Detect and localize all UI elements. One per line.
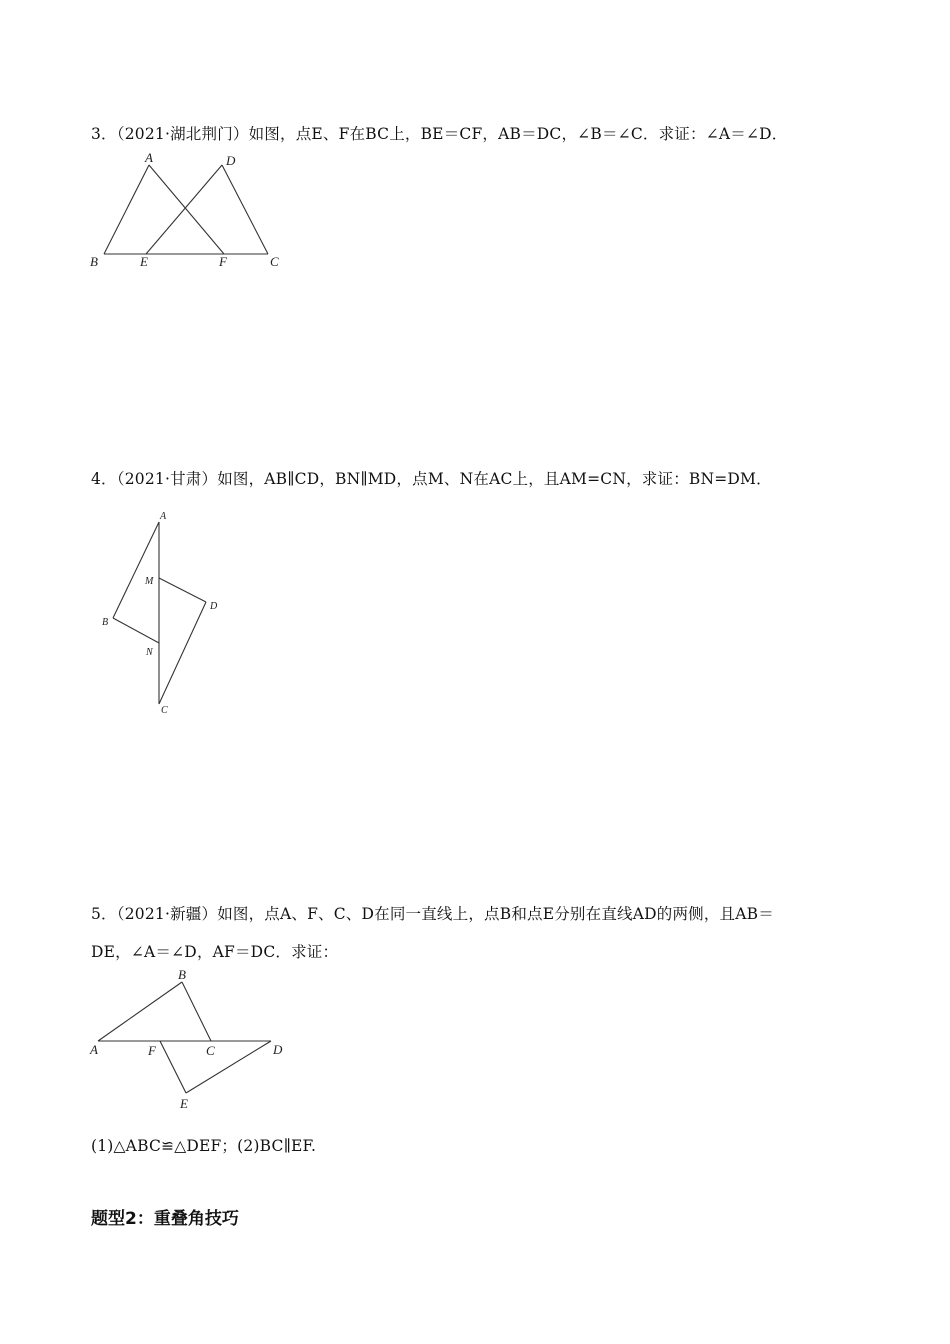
fig5-label-a: A [90,1042,98,1057]
figure-3 [104,165,268,254]
segment-md [159,578,206,602]
segment-af [149,165,224,254]
fig5-label-f: F [148,1043,156,1058]
fig5-label-e: E [180,1096,188,1111]
segment-bn [113,618,159,643]
fig5-label-c: C [206,1043,215,1058]
fig3-label-b: B [90,254,98,269]
segment-fe [160,1041,186,1093]
fig5-label-d: D [273,1042,283,1057]
fig4-label-c: C [161,705,168,716]
segment-ed [186,1041,271,1093]
problem-3-text: （2021·湖北荆门）如图，点E、F在BC上，BE＝CF，AB＝DC，∠B＝∠C．求证：∠A＝∠D． [116,125,788,143]
section-heading: 题型2：重叠角技巧 [91,1209,239,1229]
segment-ba [104,165,149,254]
fig4-label-m: M [145,576,154,587]
fig3-label-e: E [140,254,148,269]
segment-dc [159,602,206,704]
segment-ab [98,982,182,1041]
problem-4-statement [91,467,772,489]
segment-ab [113,522,159,618]
fig4-label-d: D [210,601,218,612]
segment-dc [222,165,268,254]
problem-5-subquestions: (1)△ABC≌△DEF；(2)BC∥EF. [91,1137,317,1155]
fig3-label-d: D [226,153,236,168]
figure-5 [98,982,271,1093]
problem-5-text-line1: （2021·新疆）如图，点A、F、C、D在同一直线上，点B和点E分别在直线AD的两侧，且AB＝ [116,905,774,923]
segment-bc [182,982,211,1041]
fig4-label-n: N [146,647,153,658]
figure-4 [113,522,206,704]
problem-3-number: 3． [91,125,117,143]
fig3-label-c: C [270,254,279,269]
fig3-label-a: A [145,150,153,165]
problem-5-number: 5． [91,905,117,923]
segment-ed [146,165,222,254]
fig3-label-f: F [219,254,227,269]
problem-5-statement-line1 [91,902,774,924]
fig5-label-b: B [178,967,186,982]
problem-4-text: （2021·甘肃）如图，AB∥CD，BN∥MD，点M、N在AC上，且AM=CN，求证：BN=DM． [116,470,772,488]
fig4-label-a: A [160,511,167,522]
fig4-label-b: B [102,617,109,628]
problem-4-number: 4． [91,470,117,488]
problem-5-statement-line2: DE，∠A＝∠D，AF＝DC．求证： [91,943,339,961]
